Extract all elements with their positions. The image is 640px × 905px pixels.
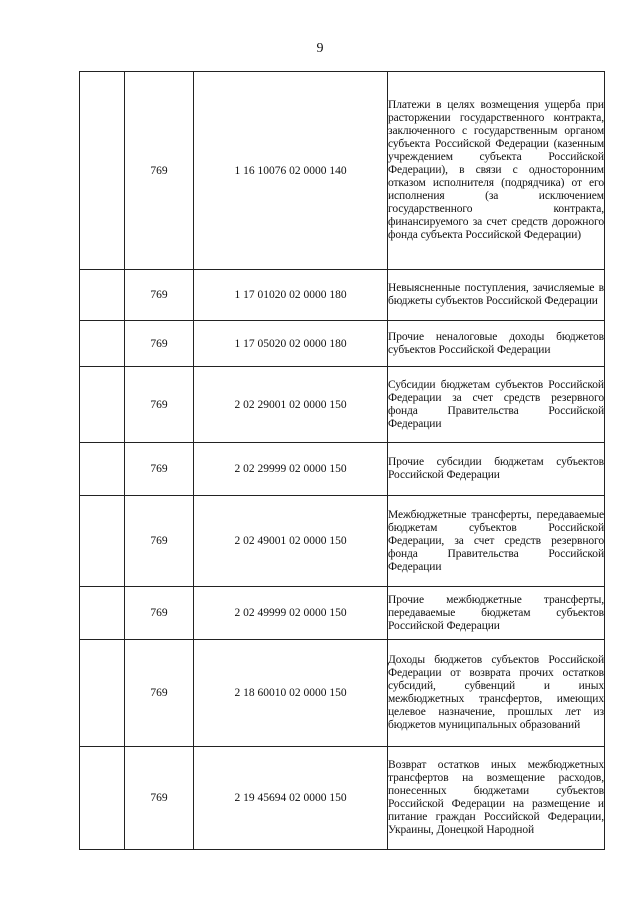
row-number-cell [80, 321, 125, 367]
page-number: 9 [316, 41, 324, 56]
table-row [80, 587, 605, 640]
revenue-name-cell: Прочие межбюджетные трансферты, передаваемые бюджетам субъектов Российской Федерации [388, 587, 605, 640]
revenue-code-cell: 1 17 01020 02 0000 180 [194, 270, 388, 321]
row-number-cell [80, 367, 125, 443]
admin-code-cell: 769 [125, 587, 194, 640]
admin-code-cell: 769 [125, 270, 194, 321]
revenue-name-cell: Доходы бюджетов субъектов Российской Федерации от возврата прочих остатков субсидий, субвенций и иных межбюджетных трансфертов, имеющих целевое назначение, прошлых лет из бюджетов муниципальных образований [388, 640, 605, 747]
revenue-code-cell: 1 17 05020 02 0000 180 [194, 321, 388, 367]
admin-code-cell: 769 [125, 640, 194, 747]
table-row [80, 72, 605, 270]
admin-code-cell: 769 [125, 367, 194, 443]
admin-code-cell: 769 [125, 496, 194, 587]
row-number-cell [80, 496, 125, 587]
table-row [80, 640, 605, 747]
revenue-code-cell: 2 18 60010 02 0000 150 [194, 640, 388, 747]
row-number-cell [80, 72, 125, 270]
row-number-cell [80, 747, 125, 850]
admin-code-cell: 769 [125, 321, 194, 367]
table-row [80, 747, 605, 850]
table-row [80, 321, 605, 367]
revenue-code-cell: 1 16 10076 02 0000 140 [194, 72, 388, 270]
row-number-cell [80, 270, 125, 321]
revenue-name-cell: Платежи в целях возмещения ущерба при расторжении государственного контракта, заключенного с государственным органом субъекта Российской Федерации (казенным учреждением субъекта Российской Федерации), в связи с односторонним отказом исполнителя (подрядчика) от его исполнения (за исключением государственного контракта, финансируемого за счет средств дорожного фонда субъекта Российской Федерации) [388, 72, 605, 270]
revenue-code-cell: 2 02 49001 02 0000 150 [194, 496, 388, 587]
admin-code-cell: 769 [125, 443, 194, 496]
revenue-code-cell: 2 02 49999 02 0000 150 [194, 587, 388, 640]
revenue-name-cell: Возврат остатков иных межбюджетных трансфертов на возмещение расходов, понесенных бюджетами субъектов Российской Федерации на размещение и питание граждан Российской Федерации, Украины, Донецкой Народной [388, 747, 605, 850]
admin-code-cell: 769 [125, 72, 194, 270]
table-row [80, 443, 605, 496]
revenue-code-cell: 2 02 29001 02 0000 150 [194, 367, 388, 443]
budget-revenue-table [79, 71, 605, 850]
revenue-code-cell: 2 02 29999 02 0000 150 [194, 443, 388, 496]
table-row [80, 367, 605, 443]
row-number-cell [80, 640, 125, 747]
revenue-name-cell: Прочие субсидии бюджетам субъектов Российской Федерации [388, 443, 605, 496]
revenue-name-cell: Невыясненные поступления, зачисляемые в бюджеты субъектов Российской Федерации [388, 270, 605, 321]
row-number-cell [80, 587, 125, 640]
revenue-name-cell: Прочие неналоговые доходы бюджетов субъектов Российской Федерации [388, 321, 605, 367]
table-row [80, 496, 605, 587]
revenue-name-cell: Субсидии бюджетам субъектов Российской Федерации за счет средств резервного фонда Правительства Российской Федерации [388, 367, 605, 443]
revenue-name-cell: Межбюджетные трансферты, передаваемые бюджетам субъектов Российской Федерации, за счет средств резервного фонда Правительства Российской Федерации [388, 496, 605, 587]
revenue-code-cell: 2 19 45694 02 0000 150 [194, 747, 388, 850]
table-row [80, 270, 605, 321]
admin-code-cell: 769 [125, 747, 194, 850]
row-number-cell [80, 443, 125, 496]
